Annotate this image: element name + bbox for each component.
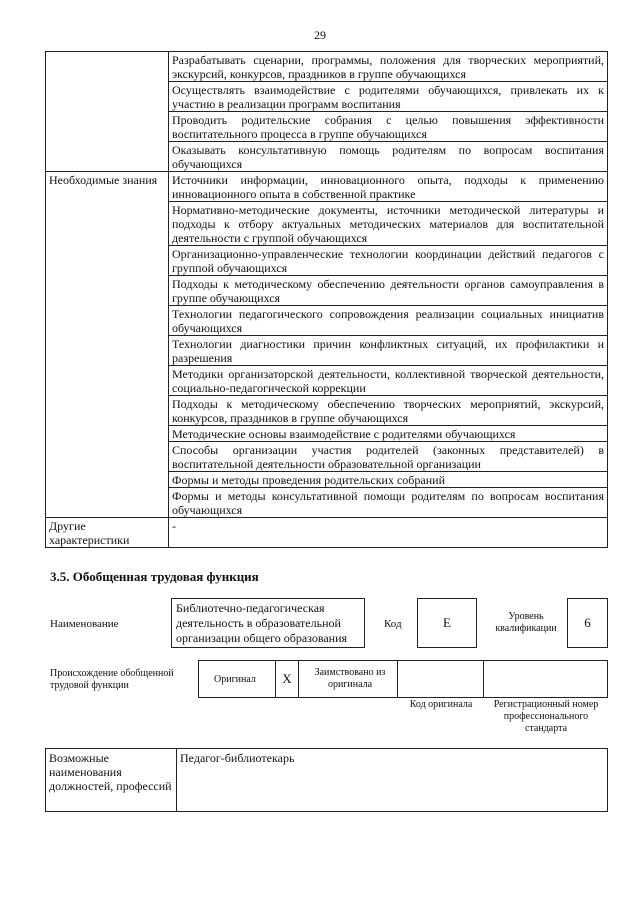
code-label: Код [384, 618, 402, 630]
skill-item: Осуществлять взаимодействие с родителями обучающихся, привлекать их к участию в реализации программ воспитания [169, 82, 608, 112]
borrowed-label: Заимствовано из оригинала [314, 667, 386, 690]
knowledge-item: Формы и методы консультативной помощи родителям по вопросам воспитания обучающихся [169, 488, 608, 518]
code-original-label: Код оригинала [409, 699, 473, 710]
page-number: 29 [314, 28, 326, 42]
table-row [46, 749, 608, 812]
level-value-box: 6 [567, 598, 608, 648]
skill-item: Оказывать консультативную помощь родителям по вопросам воспитания обучающихся [169, 142, 608, 172]
knowledge-item: Технологии педагогического сопровождения реализации социальных инициатив обучающихся [169, 306, 608, 336]
other-label: Другие характеристики [46, 518, 169, 548]
knowledge-item: Формы и методы проведения родительских собраний [169, 472, 608, 488]
knowledge-item: Способы организации участия родителей (законных представителей) в воспитательной деятельности образовательной организации [169, 442, 608, 472]
original-label: Оригинал [214, 674, 256, 685]
knowledge-item: Организационно-управленческие технологии координации действий педагогов с группой обучающихся [169, 246, 608, 276]
code-original-cell [397, 660, 484, 698]
reg-number-label: Регистрационный номер профессионального стандарта [493, 699, 599, 734]
name-label: Наименование [50, 618, 119, 630]
code-value-box: E [417, 598, 477, 648]
name-value-box: Библиотечно-педагогическая деятельность в образовательной организации общего образования [171, 598, 365, 648]
knowledge-item: Источники информации, инновационного опыта, подходы к применению инновационного опыта в собственной практике [169, 172, 608, 202]
original-mark: X [275, 660, 299, 698]
competency-table [45, 51, 608, 548]
skill-item: Проводить родительские собрания с целью повышения эффективности воспитательного процесса в группе обучающихся [169, 112, 608, 142]
knowledge-item: Технологии диагностики причин конфликтных ситуаций, их профилактики и разрешения [169, 336, 608, 366]
skill-item: Разрабатывать сценарии, программы, положения для творческих мероприятий, экскурсий, конкурсов, праздников в группе обучающихся [169, 52, 608, 82]
knowledge-item: Методики организаторской деятельности, коллективной творческой деятельности, социально-педагогической коррекции [169, 366, 608, 396]
knowledge-item: Методические основы взаимодействие с родителями обучающихся [169, 426, 608, 442]
level-label: Уровень квалификации [495, 611, 557, 634]
table-row [46, 52, 608, 82]
professions-table [45, 748, 608, 812]
skills-label-cell [46, 52, 169, 172]
section-title: 3.5. Обобщенная трудовая функция [50, 569, 259, 584]
knowledge-label: Необходимые знания [46, 172, 169, 518]
knowledge-item: Подходы к методическому обеспечению деятельности органов самоуправления в группе обучающихся [169, 276, 608, 306]
professions-label: Возможные наименования должностей, профессий [46, 749, 177, 812]
knowledge-item: Подходы к методическому обеспечению творческих мероприятий, экскурсий, конкурсов, праздников в группе обучающихся [169, 396, 608, 426]
table-row [46, 518, 608, 548]
professions-value: Педагог-библиотекарь [177, 749, 608, 812]
table-row [46, 172, 608, 202]
knowledge-item: Нормативно-методические документы, источники методической литературы и подходы к отбору актуальных методических материалов для воспитательной деятельности с группой обучающихся [169, 202, 608, 246]
origin-label: Происхождение обобщенной трудовой функции [50, 668, 174, 691]
other-value: - [169, 518, 608, 548]
